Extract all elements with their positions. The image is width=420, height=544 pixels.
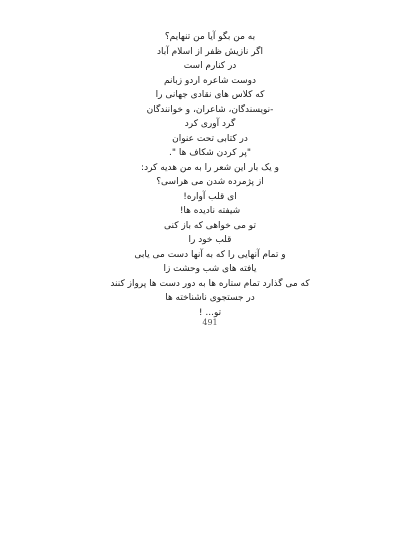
poem-line: و یک بار این شعر را به من هدیه کرد: (141, 162, 279, 173)
poem-text (90, 30, 330, 320)
poem-line: ای قلب آواره! (183, 191, 237, 202)
poem-line: در جستجوی ناشناخته ها (165, 293, 255, 303)
poem-line: که کلاس های نقادی جهانی را (155, 90, 265, 100)
poem-line: شیفته نادیده ها! (179, 206, 241, 216)
poem-line: در کتابی تحت عنوان (172, 133, 248, 144)
poem-line: "پر کردن شکاف ها ". (169, 148, 251, 158)
poem-line: از پژمرده شدن می هراسی؟ (156, 177, 264, 187)
poem-line: و تمام آنهایی را که به آنها دست می یابی (134, 249, 286, 260)
poem-line: تو... ! (198, 307, 222, 318)
poem-line: گرد آوری کرد (184, 119, 236, 129)
page-number: 491 (202, 318, 218, 327)
poem-line: در کنارم است (183, 61, 237, 71)
poem-line: دوست شاعره اردو زبانم (164, 75, 256, 86)
poem-line: قلب خود را (188, 235, 232, 245)
poem-line: -نویسندگان، شاعران، و خوانندگان (146, 104, 274, 115)
poem-line: یافته های شب وحشت زا (163, 264, 257, 274)
poem-line: تو می خواهی که باز کنی (164, 220, 256, 231)
poem-line: اگر نازیش ظفر از اسلام آباد (157, 46, 263, 57)
poem-line: به من بگو آیا من تنهایم؟ (164, 32, 256, 42)
poem-line: که می گذارد تمام ستاره ها به دور دست ها پرواز کنند (110, 278, 310, 289)
